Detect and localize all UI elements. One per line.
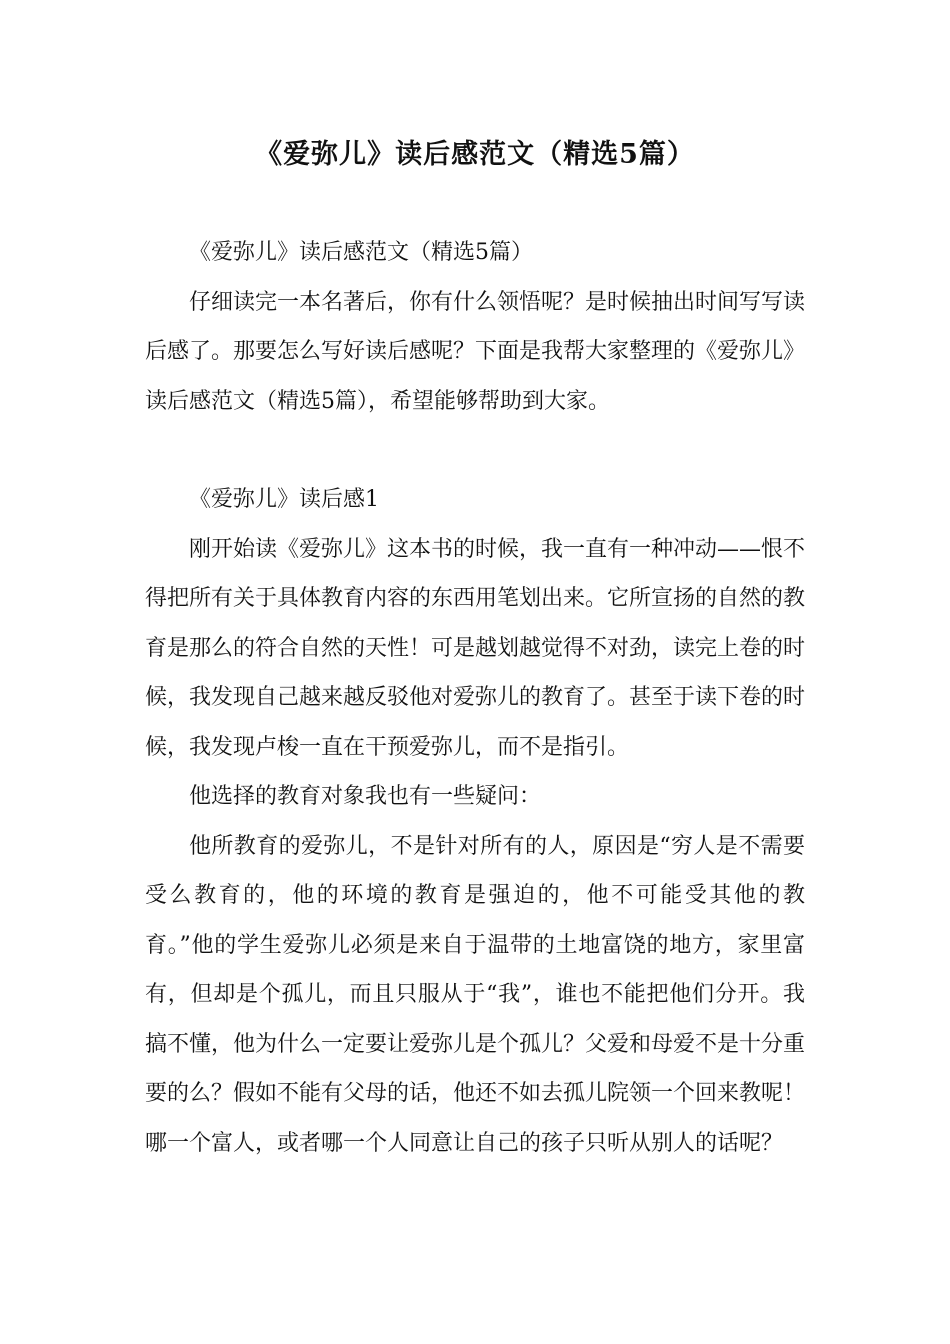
body-paragraph-2: 他选择的教育对象我也有一些疑问： bbox=[189, 784, 542, 809]
document-subtitle: 《爱弥儿》读后感范文（精选5篇） bbox=[189, 240, 533, 265]
paragraph-gap bbox=[145, 426, 805, 475]
section-heading: 《爱弥儿》读后感1 bbox=[189, 487, 379, 512]
body-paragraph-1: 刚开始读《爱弥儿》这本书的时候，我一直有一种冲动——恨不得把所有关于具体教育内容的东西用笔划出来。它所宣扬的自然的教育是那么的符合自然的天性！可是越划越觉得不对劲，读完上卷的时候，我发现自己越来越反驳他对爱弥儿的教育了。甚至于读下卷的时候，我发现卢梭一直在干预爱弥儿，而不是指引。 bbox=[145, 536, 806, 760]
document-title: 《爱弥儿》读后感范文（精选5篇） bbox=[255, 139, 695, 170]
body-paragraph-3: 他所教育的爱弥儿，不是针对所有的人，原因是“穷人是不需要受么教育的，他的环境的教育是强迫的，他不可能受其他的教育。”他的学生爱弥儿必须是来自于温带的土地富饶的地方，家里富有，但却是个孤儿，而且只服从于“我”，谁也不能把他们分开。我搞不懂，他为什么一定要让爱弥儿是个孤儿？父爱和母爱不是十分重要的么？假如不能有父母的话，他还不如去孤儿院领一个回来教呢！哪一个富人，或者哪一个人同意让自己的孩子只听从别人的话呢？ bbox=[145, 833, 806, 1156]
intro-paragraph: 仔细读完一本名著后，你有什么领悟呢？是时候抽出时间写写读后感了。那要怎么写好读后感呢？下面是我帮大家整理的《爱弥儿》读后感范文（精选5篇），希望能够帮助到大家。 bbox=[145, 289, 806, 414]
document-body bbox=[145, 228, 805, 1168]
